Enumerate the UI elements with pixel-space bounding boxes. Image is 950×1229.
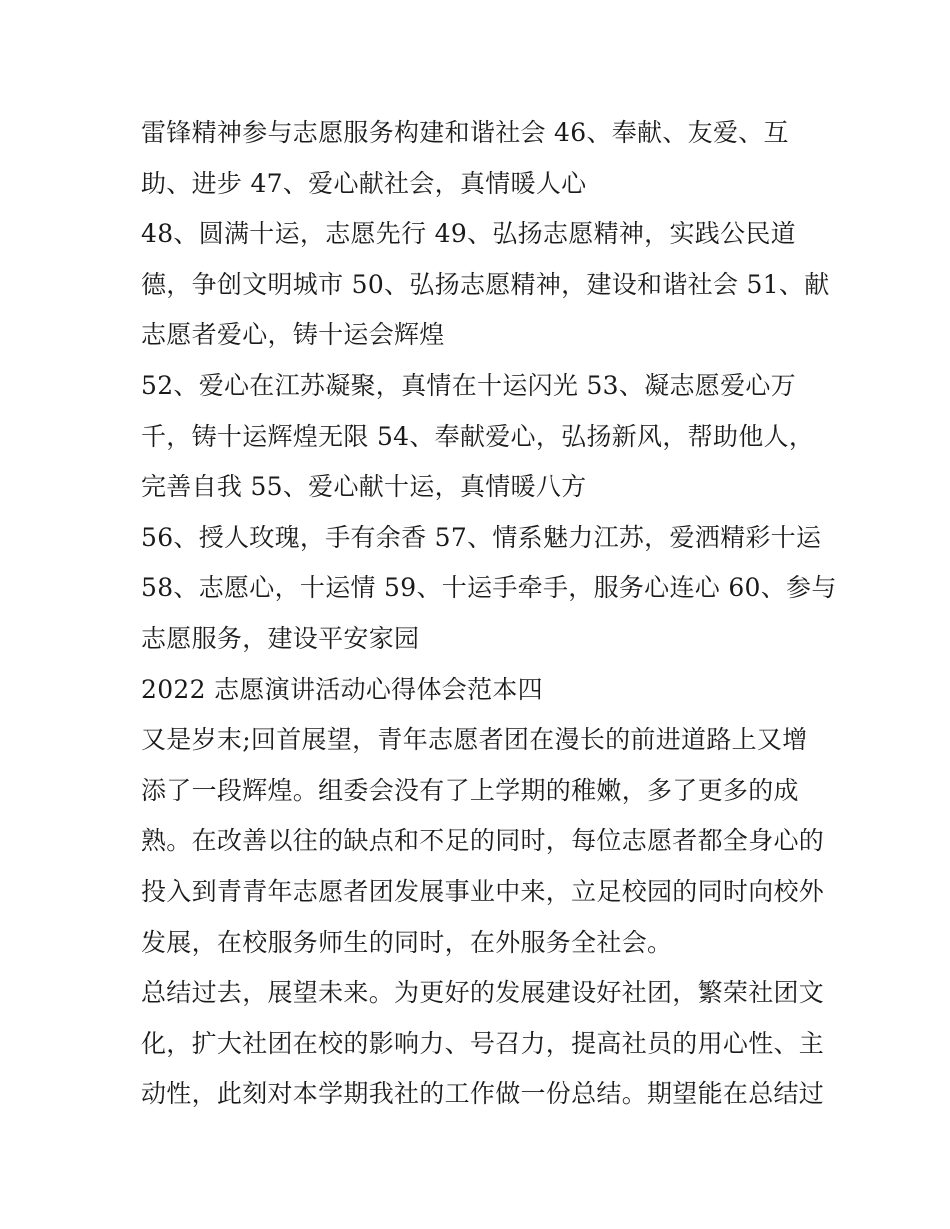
text-line: 助、进步 47、爱心献社会，真情暖人心 bbox=[141, 168, 587, 198]
text-line: 志愿服务，建设平安家园 bbox=[141, 623, 420, 653]
text-line: 52、爱心在江苏凝聚，真情在十运闪光 53、凝志愿爱心万 bbox=[141, 370, 796, 400]
text-line: 化，扩大社团在校的影响力、号召力，提高社员的用心性、主 bbox=[141, 1028, 825, 1058]
text-line: 熟。在改善以往的缺点和不足的同时，每位志愿者都全身心的 bbox=[141, 826, 825, 856]
text-line: 总结过去，展望未来。为更好的发展建设好社团，繁荣社团文 bbox=[141, 978, 825, 1008]
text-line: 发展，在校服务师生的同时，在外服务全社会。 bbox=[141, 927, 673, 957]
document-body bbox=[141, 108, 837, 1120]
text-line: 志愿者爱心，铸十运会辉煌 bbox=[141, 320, 445, 350]
text-line: 动性，此刻对本学期我社的工作做一份总结。期望能在总结过 bbox=[141, 1079, 825, 1109]
text-line: 48、圆满十运，志愿先行 49、弘扬志愿精神，实践公民道 bbox=[141, 219, 796, 249]
text-line: 添了一段辉煌。组委会没有了上学期的稚嫩，多了更多的成 bbox=[141, 775, 799, 805]
text-line: 德，争创文明城市 50、弘扬志愿精神，建设和谐社会 51、献 bbox=[141, 269, 830, 299]
text-line: 千，铸十运辉煌无限 54、奉献爱心，弘扬新风，帮助他人， bbox=[141, 421, 815, 451]
text-line: 58、志愿心，十运情 59、十运手牵手，服务心连心 60、参与 bbox=[141, 573, 837, 603]
text-line: 又是岁末;回首展望，青年志愿者团在漫长的前进道路上又增 bbox=[141, 725, 808, 755]
section-heading: 2022 志愿演讲活动心得体会范本四 bbox=[141, 674, 543, 704]
text-line: 投入到青青年志愿者团发展事业中来，立足校园的同时向校外 bbox=[141, 876, 825, 906]
text-line: 完善自我 55、爱心献十运，真情暖八方 bbox=[141, 472, 587, 502]
text-line: 56、授人玫瑰，手有余香 57、情系魅力江苏，爱洒精彩十运 bbox=[141, 522, 822, 552]
text-line: 雷锋精神参与志愿服务构建和谐社会 46、奉献、友爱、互 bbox=[141, 118, 789, 147]
